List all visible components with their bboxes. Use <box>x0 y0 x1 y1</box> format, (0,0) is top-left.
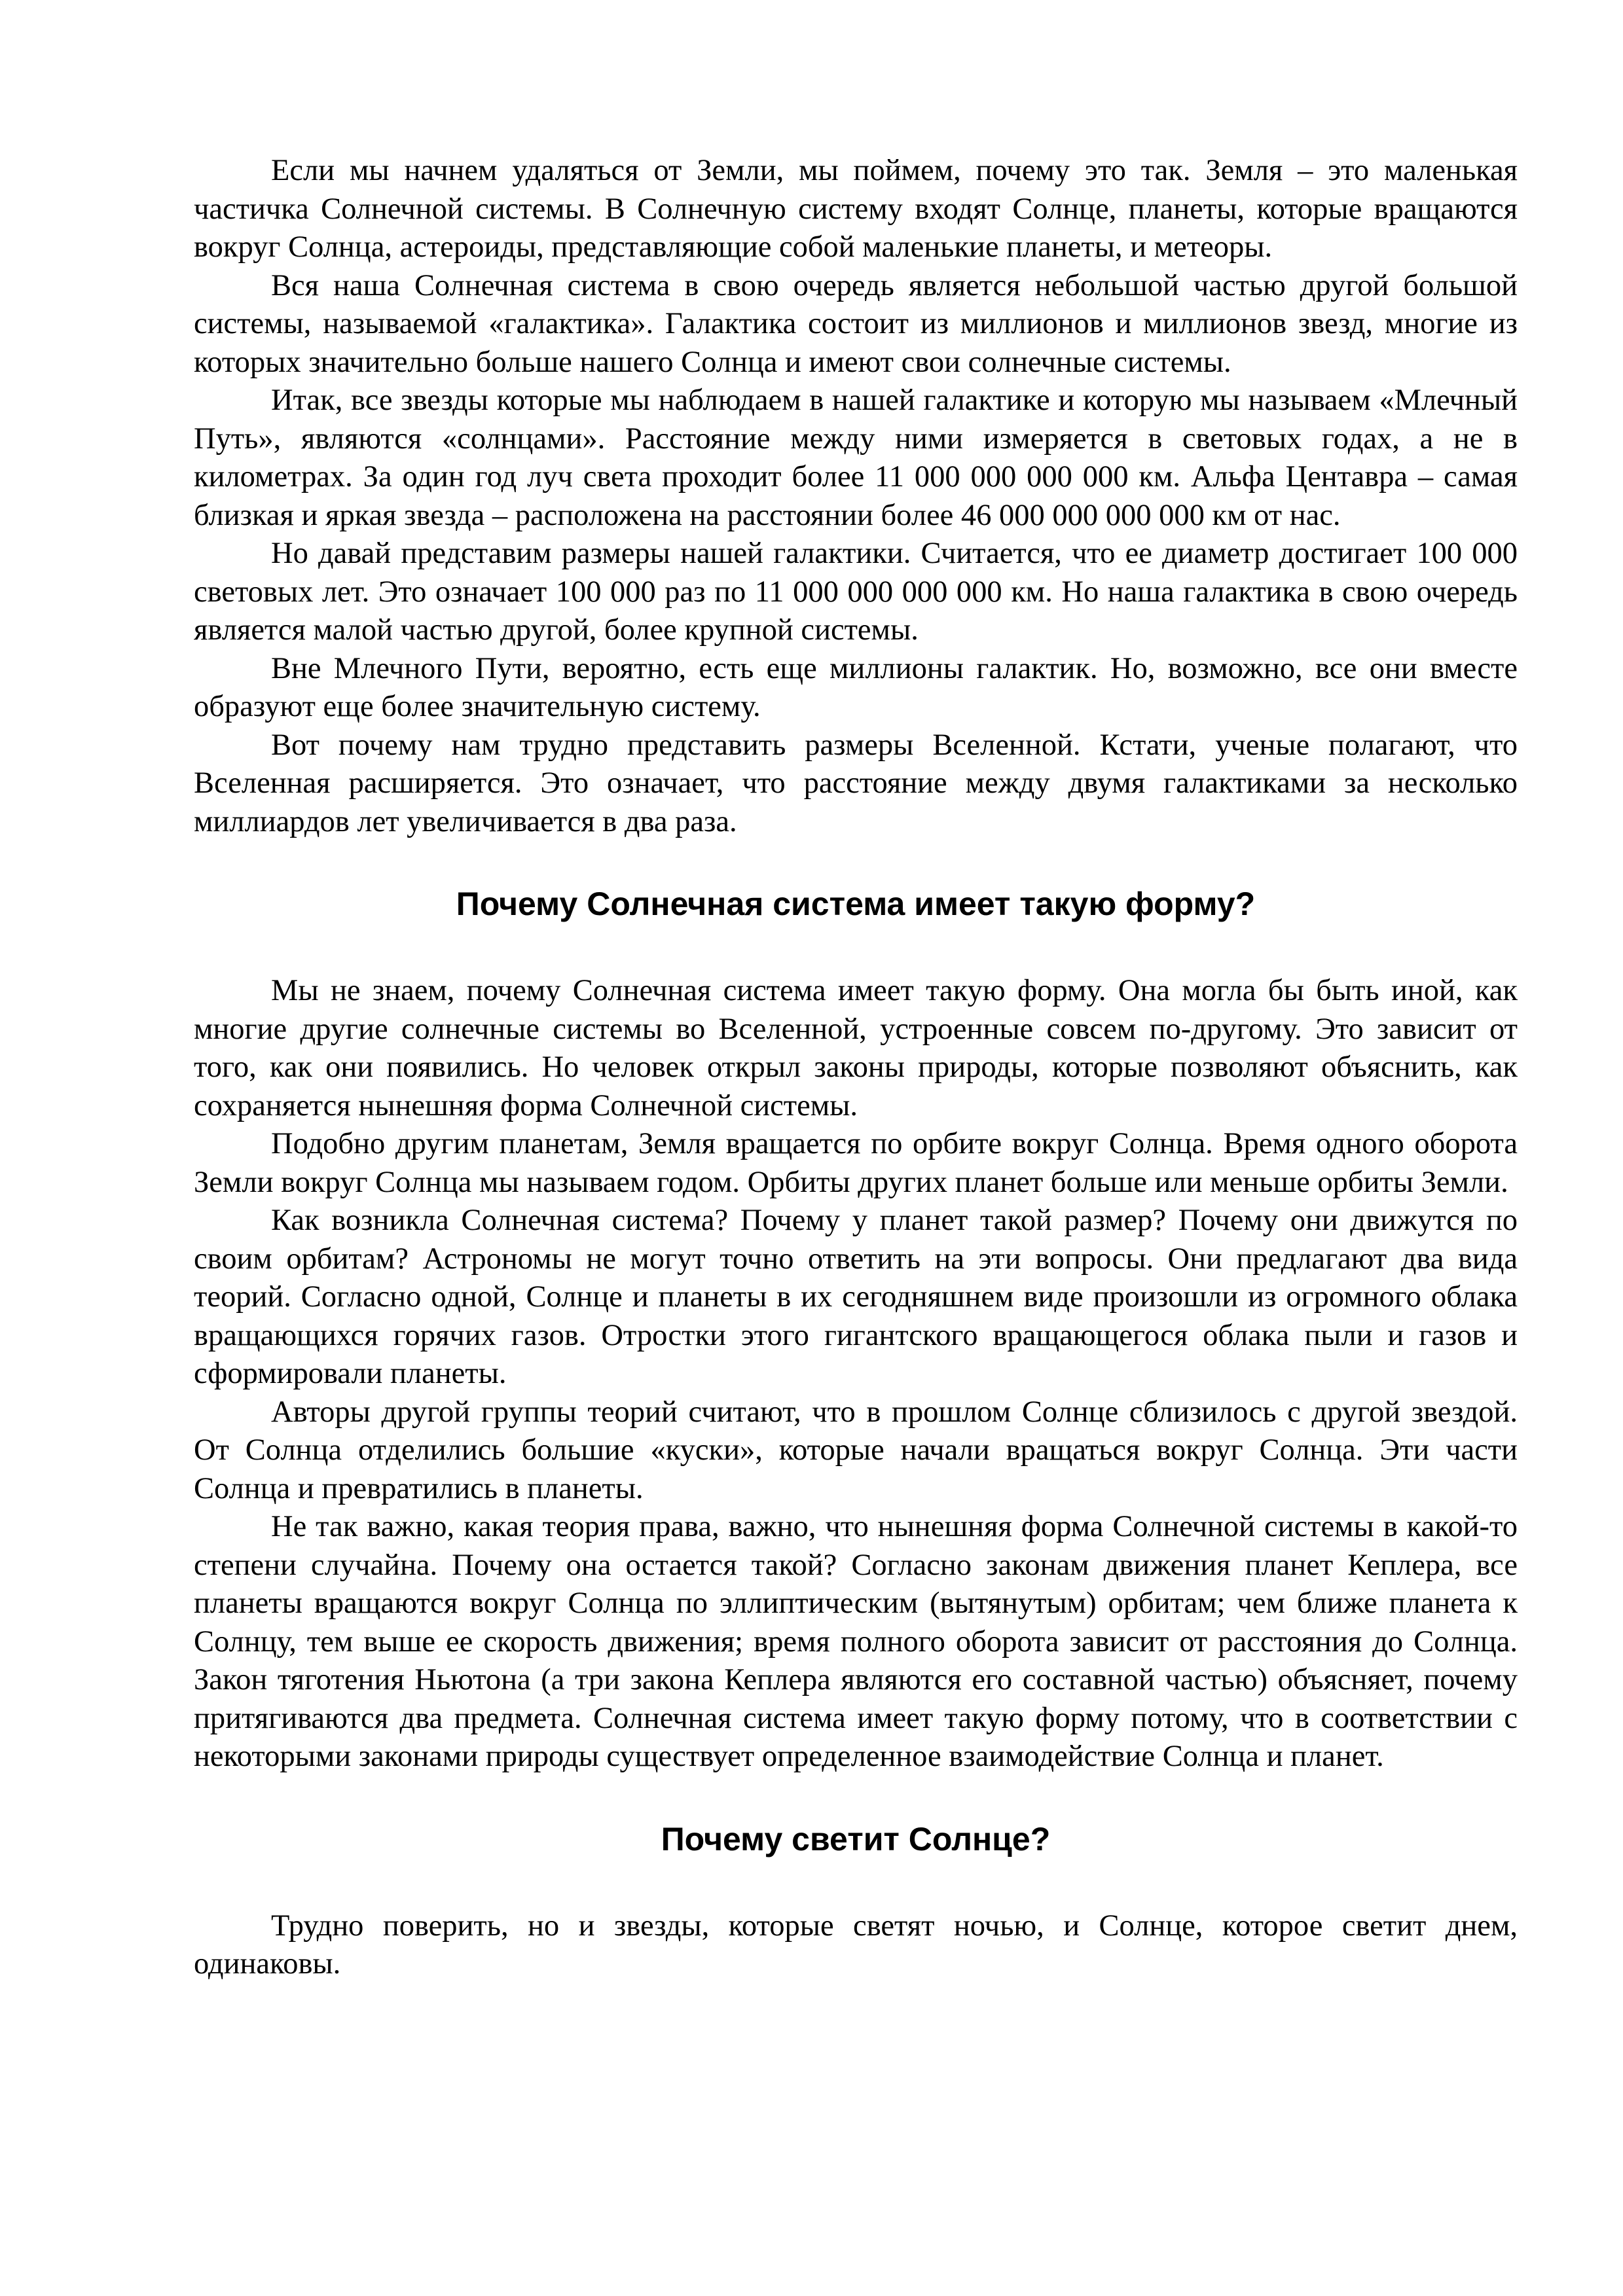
document-page <box>194 152 1518 1984</box>
paragraph: Мы не знаем, почему Солнечная система имеет такую форму. Она могла бы быть иной, как многие другие солнечные системы во Вселенной, устроенные совсем по-другому. Это зависит от того, как они появились. Но человек открыл законы природы, которые позволяют объяснить, как сохраняется нынешняя форма Солнечной системы. <box>194 974 1518 1122</box>
paragraph: Авторы другой группы теорий считают, что в прошлом Солнце сблизилось с другой звездой. От Солнца отделились большие «куски», которые начали вращаться вокруг Солнца. Эти части Солнца и превратились в планеты. <box>194 1395 1518 1505</box>
paragraph: Вот почему нам трудно представить размеры Вселенной. Кстати, ученые полагают, что Вселенная расширяется. Это означает, что расстояние между двумя галактиками за несколько миллиардов лет увеличивается в два раза. <box>194 728 1518 838</box>
paragraph: Если мы начнем удаляться от Земли, мы поймем, почему это так. Земля – это маленькая частичка Солнечной системы. В Солнечную систему входят Солнце, планеты, которые вращаются вокруг Солнца, астероиды, представляющие собой маленькие планеты, и метеоры. <box>194 154 1518 264</box>
paragraph: Но давай представим размеры нашей галактики. Считается, что ее диаметр достигает 100 000 световых лет. Это означает 100 000 раз по 11 000 000 000 000 км. Но наша галактика в свою очередь является малой частью другой, более крупной системы. <box>194 537 1518 647</box>
paragraph: Вся наша Солнечная система в свою очередь является небольшой частью другой большой системы, называемой «галактика». Галактика состоит из миллионов и миллионов звезд, многие из которых значительно больше нашего Солнца и имеют свои солнечные системы. <box>194 268 1518 379</box>
paragraph: Как возникла Солнечная система? Почему у планет такой размер? Почему они движутся по своим орбитам? Астрономы не могут точно ответить на эти вопросы. Они предлагают два вида теорий. Согласно одной, Солнце и планеты в их сегодняшнем виде произошли из огромного облака вращающихся горячих газов. Отростки этого гигантского вращающегося облака пыли и газов и сформировали планеты. <box>194 1204 1518 1390</box>
paragraph: Итак, все звезды которые мы наблюдаем в нашей галактике и которую мы называем «Млечный Путь», являются «солнцами». Расстояние между ними измеряется в световых годах, а не в километрах. За один год луч света проходит более 11 000 000 000 000 км. Альфа Центавра – самая близкая и яркая звезда – расположена на расстоянии более 46 000 000 000 000 км от нас. <box>194 384 1518 532</box>
paragraph: Вне Млечного Пути, вероятно, есть еще миллионы галактик. Но, возможно, все они вместе образуют еще более значительную систему. <box>194 651 1518 723</box>
section-heading-why-sun-shines: Почему светит Солнце? <box>661 1820 1051 1857</box>
paragraph: Подобно другим планетам, Земля вращается по орбите вокруг Солнца. Время одного оборота Земли вокруг Солнца мы называем годом. Орбиты других планет больше или меньше орбиты Земли. <box>194 1127 1518 1199</box>
section-heading-solar-system-shape: Почему Солнечная система имеет такую форму? <box>456 886 1256 922</box>
paragraph: Трудно поверить, но и звезды, которые светят ночью, и Солнце, которое светит днем, одинаковы. <box>194 1909 1518 1981</box>
paragraph: Не так важно, какая теория права, важно, что нынешняя форма Солнечной системы в какой-то степени случайна. Почему она остается такой? Согласно законам движения планет Кеплера, все планеты вращаются вокруг Солнца по эллиптическим (вытянутым) орбитам; чем ближе планета к Солнцу, тем выше ее скорость движения; время полного оборота зависит от расстояния до Солнца. Закон тяготения Ньютона (а три закона Кеплера являются его составной частью) объясняет, почему притягиваются два предмета. Солнечная система имеет такую форму потому, что в соответствии с некоторыми законами природы существует определенное взаимодействие Солнца и планет. <box>194 1510 1518 1773</box>
